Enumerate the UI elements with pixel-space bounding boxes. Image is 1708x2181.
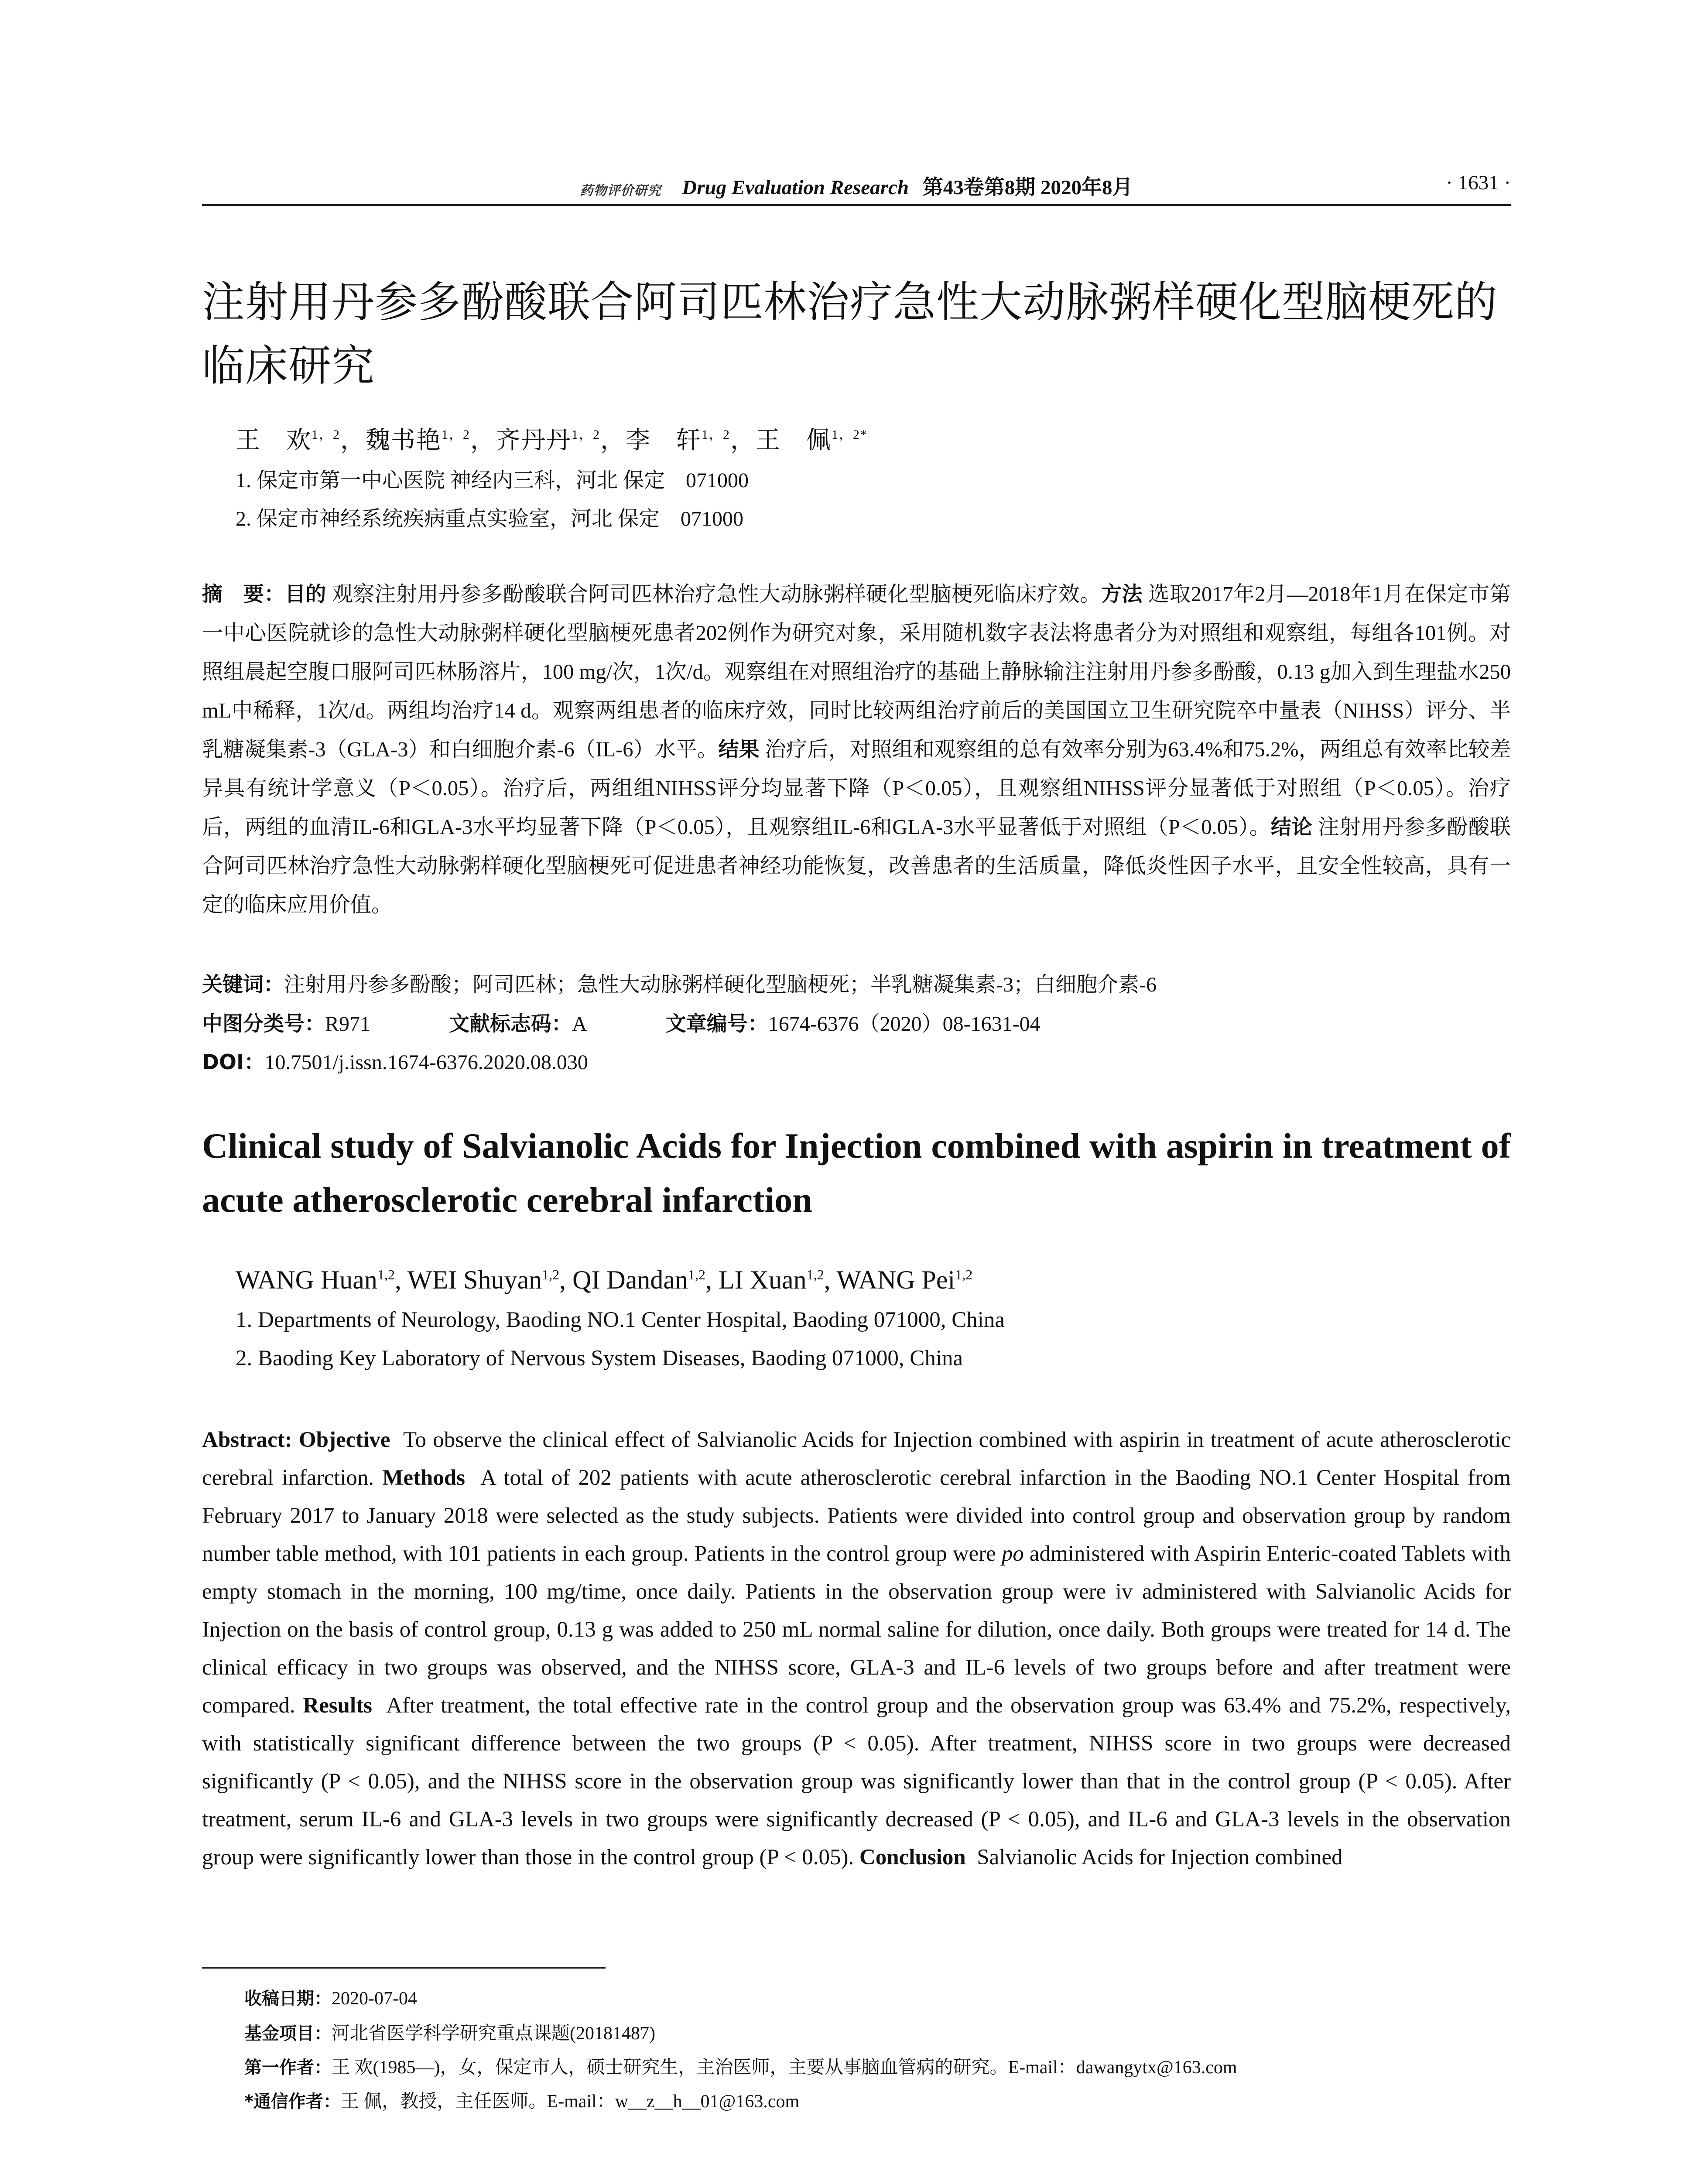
title-en: Clinical study of Salvianolic Acids for Injection combined with aspirin in treatment of acute atherosclerotic cerebral infarction — [202, 1126, 1511, 1220]
header-center — [202, 171, 1511, 200]
abstract-en — [202, 1421, 1511, 1877]
keywords-zh-value: 注射用丹参多酚酸；阿司匹林；急性大动脉粥样硬化型脑梗死；半乳糖凝集素-3；白细胞介素-6 — [284, 973, 1157, 996]
footnote-received: 收稿日期：2020-07-04 — [244, 1989, 417, 2009]
clc-value: R971 — [325, 1012, 371, 1036]
objective-zh: 观察注射用丹参多酚酸联合阿司匹林治疗急性大动脉粥样硬化型脑梗死临床疗效。 — [332, 583, 1102, 606]
author-zh: 魏书艳$^{1,2}$， — [366, 427, 496, 454]
methods-en-po: po — [1001, 1542, 1024, 1566]
authors-zh — [236, 421, 868, 456]
author-zh: 王 佩$^{1,2*}$ — [756, 427, 868, 454]
affiliation-zh-1: 1. 保定市第一中心医院 神经内三科，河北 保定 071000 — [236, 469, 749, 492]
objective-zh-label: 目的 — [284, 582, 326, 606]
footnote-first-author: 第一作者：王 欢(1985—)，女，保定市人，硕士研究生，主治医师，主要从事脑血管病的研究。E-mail：dawangytx@163.com — [244, 2058, 1237, 2078]
author-en: WANG Huan$^{1,2}$, — [236, 1265, 407, 1294]
methods-en-label: Methods — [382, 1466, 466, 1490]
author-zh: 李 轩$^{1,2}$， — [626, 427, 756, 454]
authors-en — [236, 1265, 972, 1295]
doc-code-value: A — [572, 1012, 587, 1036]
footnote-funding: 基金项目：河北省医学科学研究重点课题(20181487) — [244, 2024, 655, 2044]
affiliation-en-2: 2. Baoding Key Laboratory of Nervous System Diseases, Baoding 071000, China — [236, 1346, 963, 1371]
methods-en-b: administered with Aspirin Enteric-coated Tablets with empty stomach in the morning, 100 mg/time, once daily. Patients in the observation group were iv administered with Salvianolic Acids for Injection on the basis of control group, 0.13 g was added to 250 mL normal saline for dilution, once daily. Both groups were treated for 14 d. The clinical efficacy in two groups was observed, and the NIHSS score, GLA-3 and IL-6 levels of two groups before and after treatment were compared. — [202, 1542, 1511, 1718]
journal-name: Drug Evaluation Research — [682, 176, 909, 199]
methods-zh: 选取2017年2月—2018年1月在保定市第一中心医院就诊的急性大动脉粥样硬化型脑梗死患者202例作为研究对象，采用随机数字表法将患者分为对照组和观察组，每组各101例。对照组晨起空腹口服阿司匹林肠溶片，100 mg/次，1次/d。观察组在对照组治疗的基础上静脉输注注射用丹参多酚酸，0.13 g加入到生理盐水250 mL中稀释，1次/d。两组均治疗14 d。观察两组患者的临床疗效，同时比较两组治疗前后的美国国立卫生研究院卒中量表（NIHSS）评分、半乳糖凝集素-3（GLA-3）和白细胞介素-6（IL-6）水平。 — [202, 583, 1511, 761]
author-zh: 齐丹丹$^{1,2}$， — [496, 427, 626, 454]
doi-line — [202, 1046, 588, 1075]
conclusion-en-label: Conclusion — [859, 1845, 966, 1870]
conclusion-en: Salvianolic Acids for Injection combined — [977, 1845, 1343, 1870]
author-zh: 王 欢$^{1,2}$， — [236, 427, 366, 454]
results-en: After treatment, the total effective rate in the control group and the observation group was 63.4% and 75.2%, respectively, with statistically significant difference between the two groups (P < 0.05). After treatment, NIHSS score in two groups were decreased significantly (P < 0.05), and the NIHSS score in the observation group was significantly lower than that in the control group (P < 0.05). After treatment, serum IL-6 and GLA-3 levels in two groups were significantly decreased (P < 0.05), and IL-6 and GLA-3 levels in the observation group were significantly lower than those in the control group (P < 0.05). — [202, 1693, 1511, 1870]
keywords-zh — [202, 967, 1157, 998]
abstract-zh-label: 摘 要： — [202, 582, 285, 606]
classification-line — [202, 1007, 1041, 1037]
methods-en-a: A total of 202 patients with acute atherosclerotic cerebral infarction in the Baoding NO.1 Center Hospital from February 2017 to January 2018 were selected as the study subjects. Patients were divided into control group and observation group by random number table method, with 101 patients in each group. Patients in the control group were — [202, 1466, 1511, 1566]
methods-zh-label: 方法 — [1101, 582, 1143, 606]
journal-logo: 药物评价研究 — [580, 183, 661, 199]
article-no-value: 1674-6376（2020）08-1631-04 — [768, 1012, 1041, 1036]
abstract-zh — [202, 575, 1511, 924]
footnote-rule — [202, 1967, 606, 1969]
author-en: QI Dandan$^{1,2}$, — [572, 1265, 719, 1294]
affiliation-zh-2: 2. 保定市神经系统疾病重点实验室，河北 保定 071000 — [236, 507, 744, 530]
doi-label: DOI： — [202, 1050, 265, 1074]
doi-value: 10.7501/j.issn.1674-6376.2020.08.030 — [264, 1051, 588, 1074]
page-number: · 1631 · — [1446, 171, 1511, 194]
objective-en: To observe the clinical effect of Salvianolic Acids for Injection combined with aspirin in treatment of acute atherosclerotic cerebral infarction. — [202, 1428, 1511, 1490]
doc-code-label: 文献标志码： — [449, 1012, 572, 1036]
author-en: LI Xuan$^{1,2}$, — [719, 1265, 837, 1294]
results-en-label: Results — [303, 1693, 372, 1718]
clc-label: 中图分类号： — [202, 1012, 325, 1036]
keywords-zh-label: 关键词： — [202, 973, 284, 997]
affiliation-en-1: 1. Departments of Neurology, Baoding NO.1 Center Hospital, Baoding 071000, China — [236, 1308, 1005, 1332]
results-zh-label: 结果 — [718, 738, 760, 762]
header-rule — [202, 204, 1511, 206]
article-no-label: 文章编号： — [665, 1012, 768, 1036]
footnote-corresponding: *通信作者：王 佩，教授，主任医师。E-mail：w__z__h__01@163.com — [244, 2092, 800, 2112]
title-zh: 注射用丹参多酚酸联合阿司匹林治疗急性大动脉粥样硬化型脑梗死的临床研究 — [202, 277, 1498, 391]
author-en: WANG Pei$^{1,2}$ — [836, 1265, 973, 1294]
conclusion-zh: 注射用丹参多酚酸联合阿司匹林治疗急性大动脉粥样硬化型脑梗死可促进患者神经功能恢复，改善患者的生活质量，降低炎性因子水平，且安全性较高，具有一定的临床应用价值。 — [202, 816, 1511, 916]
issue-info: 第43卷第8期 2020年8月 — [922, 176, 1133, 199]
abstract-en-label: Abstract: — [202, 1428, 292, 1452]
objective-en-label: Objective — [298, 1428, 390, 1452]
results-zh: 治疗后，对照组和观察组的总有效率分别为63.4%和75.2%，两组总有效率比较差异具有统计学意义（P＜0.05）。治疗后，两组组NIHSS评分均显著下降（P＜0.05），且观察组NIHSS评分显著低于对照组（P＜0.05）。治疗后，两组的血清IL-6和GLA-3水平均显著下降（P＜0.05），且观察组IL-6和GLA-3水平显著低于对照组（P＜0.05）。 — [202, 738, 1511, 839]
running-header — [202, 171, 1511, 202]
author-en: WEI Shuyan$^{1,2}$, — [407, 1265, 573, 1294]
conclusion-zh-label: 结论 — [1270, 815, 1313, 839]
